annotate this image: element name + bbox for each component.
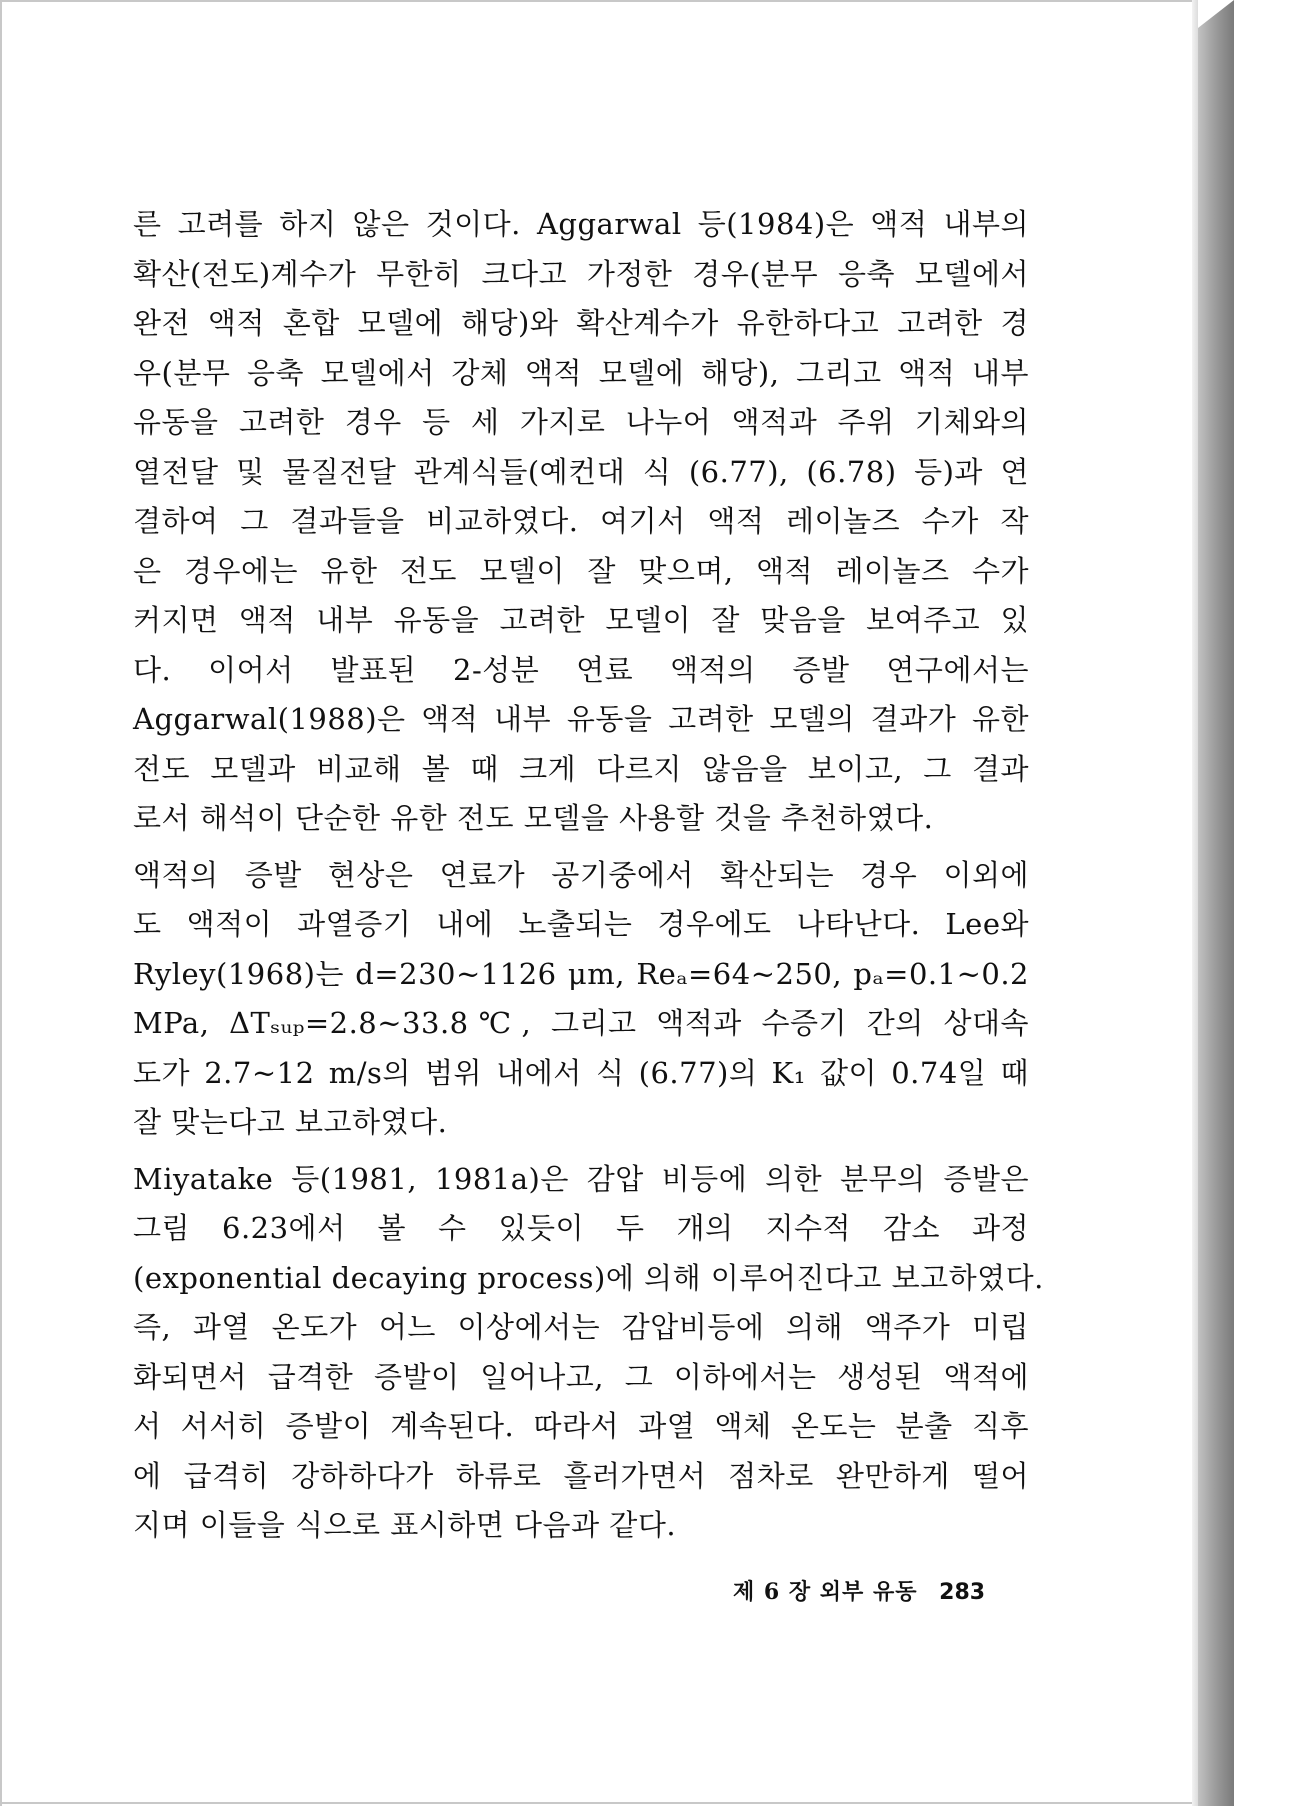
text-line: 른 고려를 하지 않은 것이다. Aggarwal 등(1984)은 액적 내부의 xyxy=(133,207,1029,241)
text-line: Aggarwal(1988)은 액적 내부 유동을 고려한 모델의 결과가 유한 xyxy=(133,702,1029,736)
text-line: 커지면 액적 내부 유동을 고려한 모델이 잘 맞음을 보여주고 있 xyxy=(133,603,1029,637)
page-curl-shadow xyxy=(1198,0,1234,1806)
page-footer xyxy=(733,1575,1001,1609)
text-line: 열전달 및 물질전달 관계식들(예컨대 식 (6.77), (6.78) 등)과 연 xyxy=(133,454,1029,489)
text-line: Ryley(1968)는 d=230~1126 μm, Reₐ=64~250, pₐ=0.1~0.2 xyxy=(133,956,1029,991)
text-line: 도가 2.7~12 m/s의 범위 내에서 식 (6.77)의 K₁ 값이 0.74일 때 xyxy=(133,1055,1029,1090)
paragraph-2 xyxy=(133,851,1029,1148)
text-line: 도 액적이 과열증기 내에 노출되는 경우에도 나타난다. Lee와 xyxy=(133,907,1029,941)
page-curl-corner xyxy=(1198,0,1234,28)
paragraph-1 xyxy=(133,200,1029,844)
text-line: 화되면서 급격한 증발이 일어나고, 그 이하에서는 생성된 액적에 xyxy=(133,1359,1029,1394)
text-line: 잘 맞는다고 보고하였다. xyxy=(133,1105,448,1139)
text-line: 즉, 과열 온도가 어느 이상에서는 감압비등에 의해 액주가 미립 xyxy=(133,1310,1029,1344)
page-edge-left xyxy=(0,0,2,1806)
page-edge-bottom xyxy=(0,1802,1205,1804)
text-line: (exponential decaying process)에 의해 이루어진다고 보고하였다. xyxy=(133,1260,1044,1295)
paragraph-gap xyxy=(133,1148,1029,1155)
body-text xyxy=(133,200,1044,1551)
text-line: 다. 이어서 발표된 2-성분 연료 액적의 증발 연구에서는 xyxy=(133,652,1029,687)
paragraph-3 xyxy=(133,1155,1044,1551)
text-line: 에 급격히 강하하다가 하류로 흘러가면서 점차로 완만하게 떨어 xyxy=(133,1458,1029,1493)
text-line: 지며 이들을 식으로 표시하면 다음과 같다. xyxy=(133,1508,677,1542)
text-line: 결하여 그 결과들을 비교하였다. 여기서 액적 레이놀즈 수가 작 xyxy=(133,504,1029,538)
chapter-title: 제 6 장 외부 유동 xyxy=(733,1579,918,1605)
text-line: Miyatake 등(1981, 1981a)은 감압 비등에 의한 분무의 증발은 xyxy=(133,1161,1029,1196)
text-line: 액적의 증발 현상은 연료가 공기중에서 확산되는 경우 이외에 xyxy=(133,857,1029,892)
text-line: 서 서서히 증발이 계속된다. 따라서 과열 액체 온도는 분출 직후 xyxy=(133,1409,1029,1443)
text-line: 그림 6.23에서 볼 수 있듯이 두 개의 지수적 감소 과정 xyxy=(133,1211,1029,1245)
text-line: 확산(전도)계수가 무한히 크다고 가정한 경우(분무 응축 모델에서 xyxy=(133,256,1029,291)
text-line: 로서 해석이 단순한 유한 전도 모델을 사용할 것을 추천하였다. xyxy=(133,801,934,835)
paragraph-gap xyxy=(133,844,1029,851)
text-line: 유동을 고려한 경우 등 세 가지로 나누어 액적과 주위 기체와의 xyxy=(133,405,1029,439)
text-line: 완전 액적 혼합 모델에 해당)와 확산계수가 유한하다고 고려한 경 xyxy=(133,306,1029,340)
text-line: 전도 모델과 비교해 볼 때 크게 다르지 않음을 보이고, 그 결과 xyxy=(133,751,1029,786)
page-number: 283 xyxy=(939,1580,986,1605)
page-edge-top xyxy=(0,0,1205,2)
text-line: 우(분무 응축 모델에서 강체 액적 모델에 해당), 그리고 액적 내부 xyxy=(133,355,1029,390)
text-line: 은 경우에는 유한 전도 모델이 잘 맞으며, 액적 레이놀즈 수가 xyxy=(133,553,1029,588)
text-line: MPa, ΔTₛᵤₚ=2.8~33.8℃, 그리고 액적과 수증기 간의 상대속 xyxy=(133,1006,1029,1040)
